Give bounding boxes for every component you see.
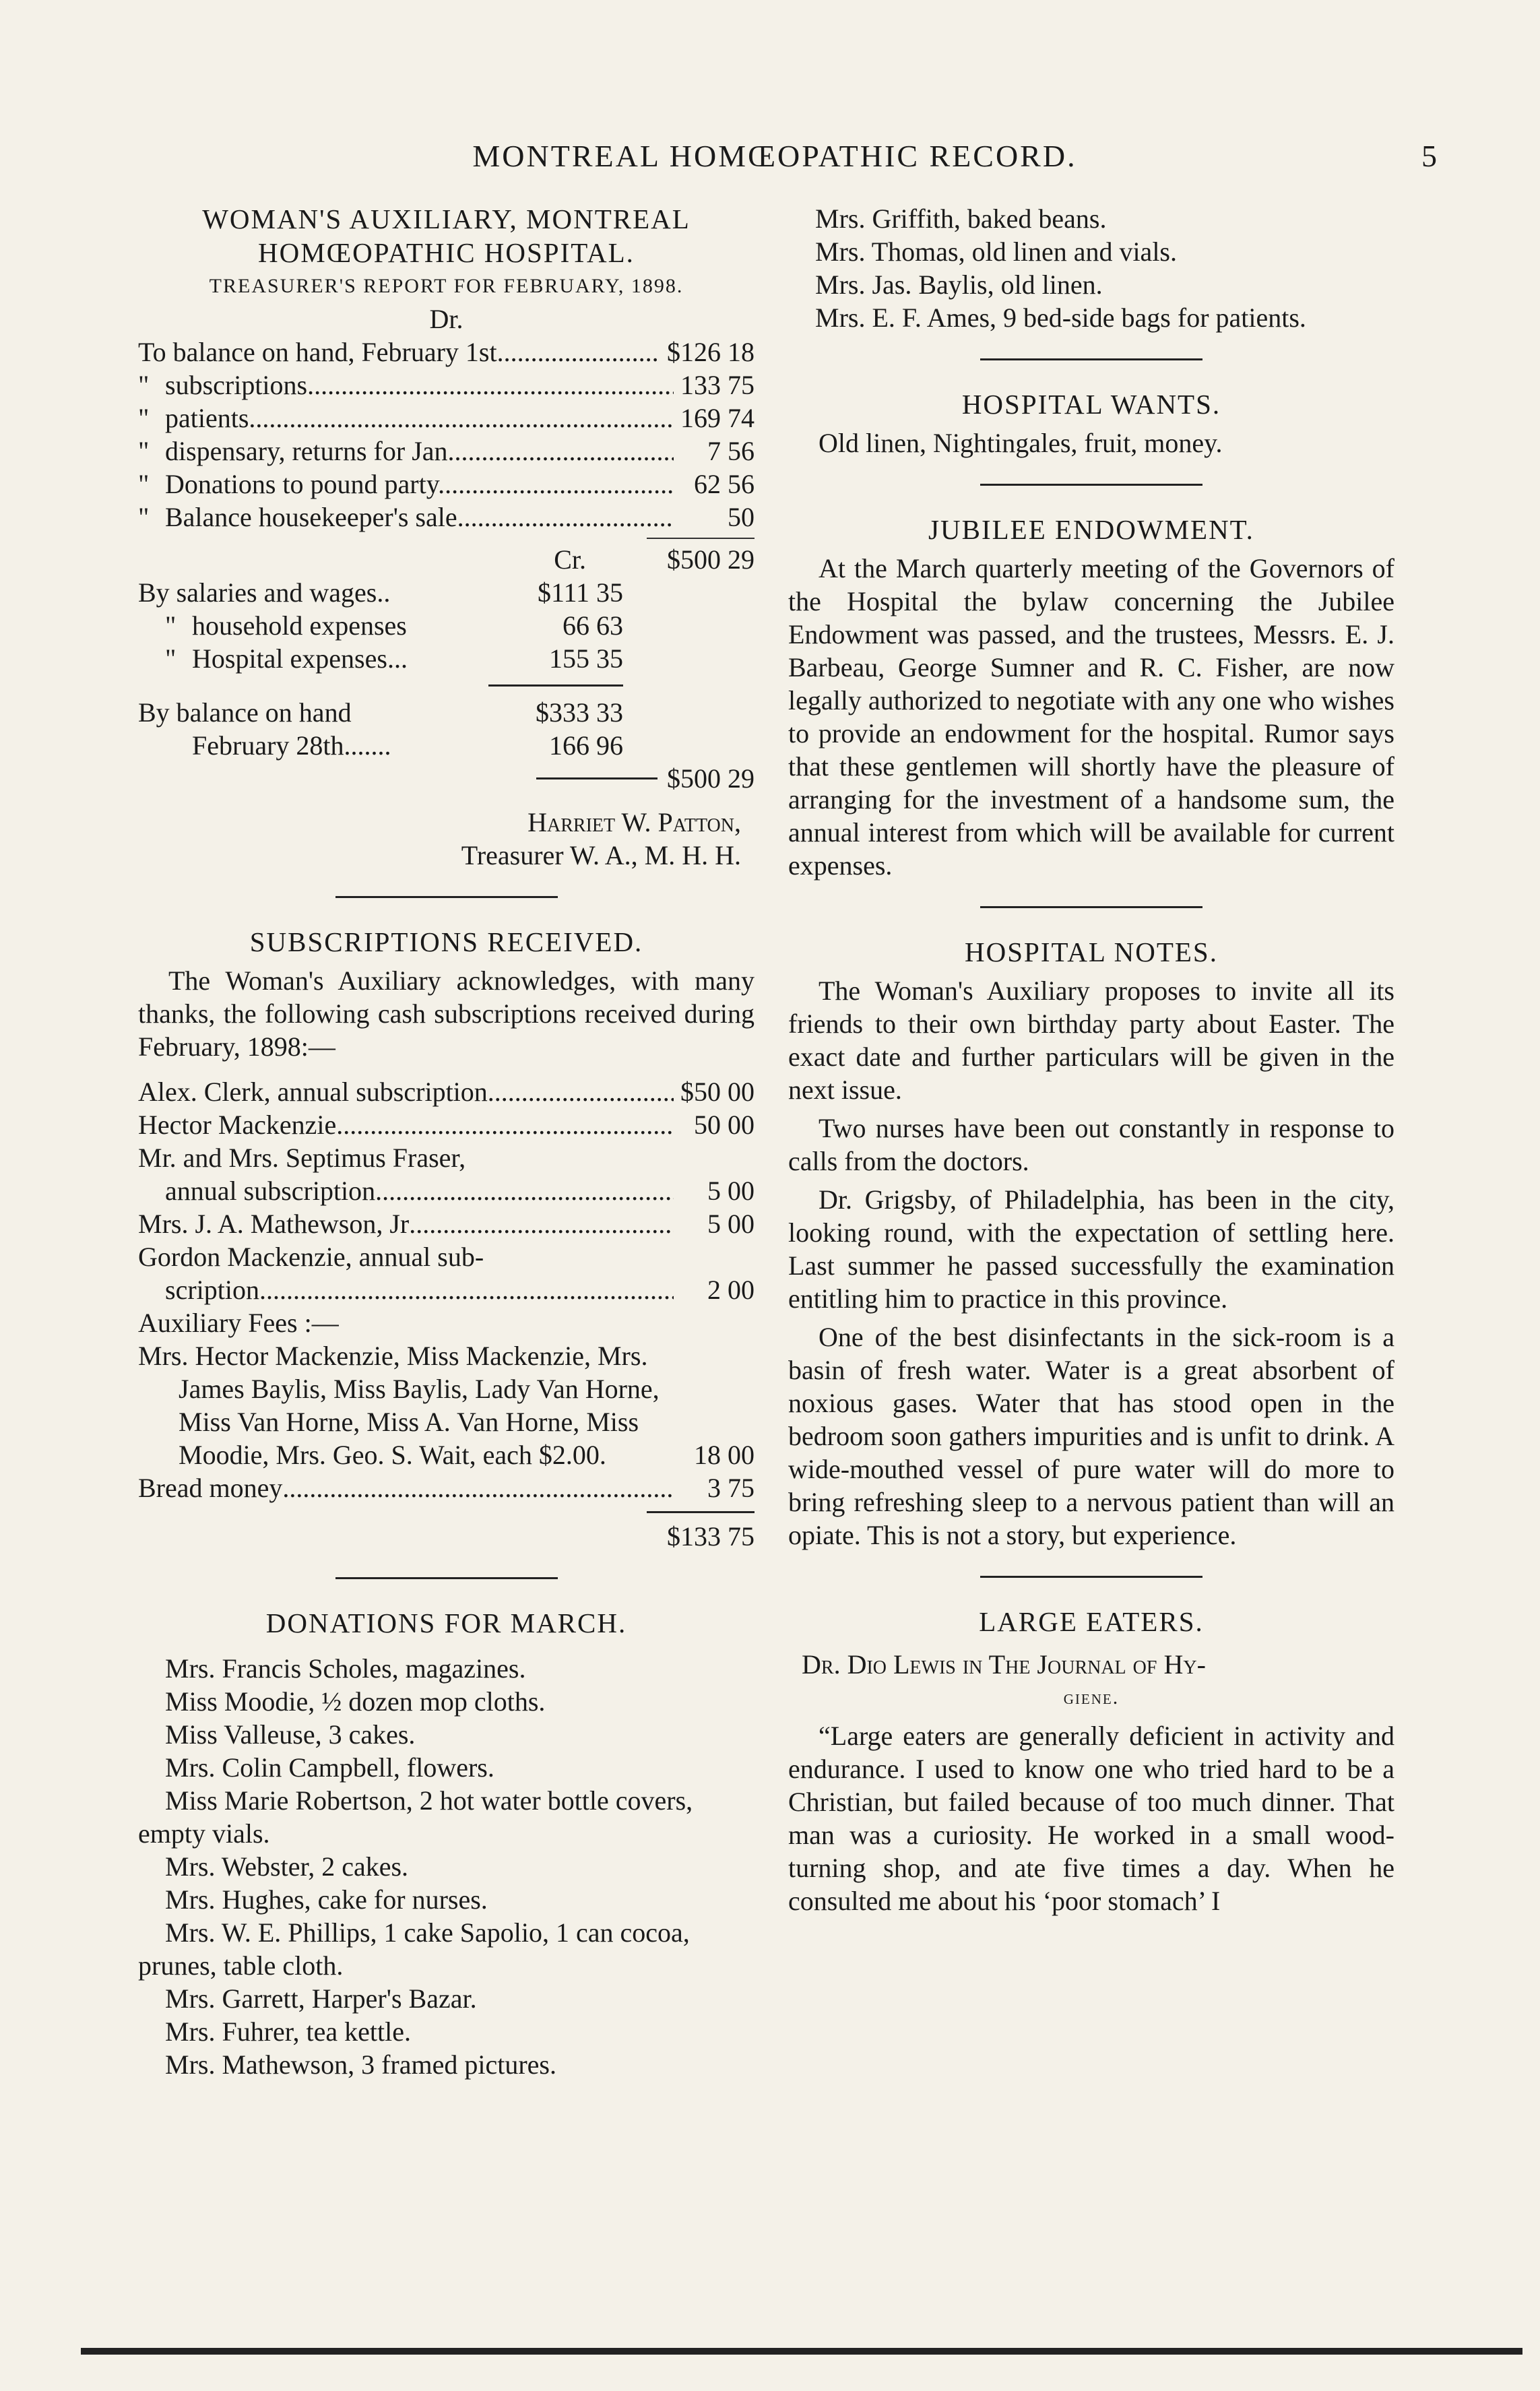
debit-label: Donations to pound party..... ..... bbox=[165, 468, 674, 501]
jubilee-heading: JUBILEE ENDOWMENT. bbox=[928, 514, 1254, 545]
debit-row bbox=[138, 435, 755, 468]
debit-amount: 169 74 bbox=[674, 402, 755, 435]
hospital-note: One of the best disinfectants in the sick-room is a basin of fresh water. Water is a great absorbent of noxious gases. Water that has stood open in the bedroom soon gathers impurities and is unfit to drink. A wide-mouthed vessel of pure water will do more to bring refreshing sleep to a nervous patient than will an opiate. This is not a story, but experience. bbox=[788, 1322, 1394, 1550]
fees-amount: 18 00 bbox=[694, 1440, 755, 1470]
debit-label: Balance housekeeper's sale... ..... bbox=[165, 501, 674, 534]
credit-amount: 66 63 bbox=[563, 610, 623, 641]
credit-label: By salaries and wages.. bbox=[138, 577, 391, 608]
subscription-amount: 2 00 bbox=[674, 1273, 755, 1306]
section-rule bbox=[980, 484, 1202, 486]
debit-amount: 62 56 bbox=[674, 468, 755, 501]
ditto-mark: " bbox=[138, 502, 150, 532]
donation-item: Mrs. Mathewson, 3 framed pictures. bbox=[165, 2049, 556, 2080]
dr-label: Dr. bbox=[429, 304, 463, 334]
hospital-wants-heading: HOSPITAL WANTS. bbox=[961, 389, 1221, 420]
subscription-amount: 50 00 bbox=[674, 1108, 755, 1141]
debit-amount: 50 bbox=[674, 501, 755, 534]
debit-row bbox=[138, 402, 755, 435]
debit-row bbox=[138, 501, 755, 534]
fraser-line1: Mr. and Mrs. Septimus Fraser, bbox=[138, 1143, 466, 1173]
large-eaters-byline: Dr. Dio Lewis in The Journal of Hy- bbox=[802, 1649, 1206, 1680]
hospital-note: Dr. Grigsby, of Philadelphia, has been in the city, looking round, with the expectation of settling here. Last summer he passed successfully the examination entitling him to practice in this province. bbox=[788, 1184, 1394, 1314]
subscription-row bbox=[138, 1174, 755, 1207]
subscription-row bbox=[138, 1075, 755, 1108]
balance-label: February 28th....... bbox=[192, 730, 391, 761]
divider bbox=[647, 538, 755, 539]
donation-item: Mrs. Fuhrer, tea kettle. bbox=[165, 2016, 411, 2047]
donation-item: Mrs. Jas. Baylis, old linen. bbox=[815, 269, 1103, 300]
treasurer-report-title: TREASURER'S REPORT FOR FEBRUARY, 1898. bbox=[209, 275, 684, 297]
debit-label: dispensary, returns for Jan... ..... bbox=[165, 435, 674, 468]
balance-amount: 166 96 bbox=[549, 730, 623, 761]
debit-list bbox=[138, 336, 755, 534]
subscriptions-section bbox=[138, 925, 755, 1553]
debit-label: subscriptions ..... bbox=[165, 369, 674, 402]
donation-item: Mrs. W. E. Phillips, 1 cake Sapolio, 1 can cocoa, prunes, table cloth. bbox=[138, 1917, 690, 1981]
subscription-amount: 5 00 bbox=[674, 1174, 755, 1207]
section-rule bbox=[980, 906, 1202, 908]
credit-amount: $111 35 bbox=[537, 577, 623, 608]
hospital-note: Two nurses have been out constantly in response to calls from the doctors. bbox=[788, 1113, 1394, 1176]
section-rule bbox=[335, 896, 558, 898]
donation-item: Mrs. Thomas, old linen and vials. bbox=[815, 236, 1177, 267]
subscription-label: annual subscription ..... bbox=[165, 1174, 674, 1207]
debit-amount: 7 56 bbox=[674, 435, 755, 468]
fees-text: Mrs. Hector Mackenzie, Miss Mackenzie, Mrs. James Baylis, Miss Baylis, Lady Van Horne, Miss Van Horne, Miss A. Van Horne, Miss Moodie, Mrs. Geo. S. Wait, each $2.00. bbox=[138, 1341, 660, 1470]
subscription-label: scription ..... bbox=[165, 1273, 674, 1306]
donation-item: Mrs. Webster, 2 cakes. bbox=[165, 1851, 409, 1882]
debit-row bbox=[138, 369, 755, 402]
treasurer-heading-line2: HOMŒOPATHIC HOSPITAL. bbox=[258, 237, 635, 268]
donation-item: Mrs. Hughes, cake for nurses. bbox=[165, 1884, 488, 1915]
divider bbox=[488, 684, 623, 687]
dr-total: $500 29 bbox=[667, 544, 755, 575]
donation-item: Mrs. Colin Campbell, flowers. bbox=[165, 1752, 494, 1783]
section-rule bbox=[335, 1577, 558, 1579]
hospital-notes-heading: HOSPITAL NOTES. bbox=[965, 936, 1218, 967]
balance-label: By balance on hand bbox=[138, 697, 352, 728]
balance-row bbox=[138, 729, 623, 762]
treasurer-report bbox=[138, 202, 755, 872]
section-rule bbox=[980, 1576, 1202, 1578]
debit-amount: 133 75 bbox=[674, 369, 755, 402]
large-eaters-byline-cont: giene. bbox=[1063, 1686, 1120, 1709]
signature-title: Treasurer W. A., M. H. H. bbox=[461, 840, 741, 870]
running-head: MONTREAL HOMŒOPATHIC RECORD. bbox=[472, 139, 1077, 173]
hospital-wants-section bbox=[788, 387, 1394, 459]
hospital-wants-text: Old linen, Nightingales, fruit, money. bbox=[819, 428, 1223, 458]
subscription-row bbox=[138, 1471, 755, 1504]
donation-item: Miss Marie Robertson, 2 hot water bottle covers, empty vials. bbox=[138, 1785, 693, 1849]
credit-amount: 155 35 bbox=[549, 643, 623, 674]
large-eaters-section bbox=[788, 1605, 1394, 1917]
divider bbox=[647, 1511, 755, 1513]
donations-heading: DONATIONS FOR MARCH. bbox=[265, 1607, 627, 1638]
donations-section bbox=[138, 1606, 755, 2081]
credit-row bbox=[138, 642, 623, 675]
fees-label: Auxiliary Fees :— bbox=[138, 1308, 339, 1338]
donations-continued bbox=[788, 202, 1394, 334]
subscription-row bbox=[138, 1207, 755, 1240]
credit-row bbox=[138, 609, 623, 642]
credit-label: Hospital expenses... bbox=[192, 643, 408, 674]
signature-name: Harriet W. Patton, bbox=[527, 807, 741, 837]
subscriptions-intro: The Woman's Auxiliary acknowledges, with many thanks, the following cash subscriptions received during February, 1898:— bbox=[138, 965, 755, 1062]
ditto-mark: " bbox=[138, 436, 150, 466]
debit-row bbox=[138, 468, 755, 501]
subscription-amount: 3 75 bbox=[674, 1471, 755, 1504]
credit-row bbox=[138, 576, 623, 609]
ditto-mark: " bbox=[165, 643, 177, 674]
subscriptions-heading: SUBSCRIPTIONS RECEIVED. bbox=[249, 926, 643, 957]
subscription-label: Bread money ..... bbox=[138, 1471, 674, 1504]
donation-item: Mrs. Francis Scholes, magazines. bbox=[165, 1653, 526, 1684]
page-number: 5 bbox=[1421, 139, 1437, 173]
donation-item: Miss Valleuse, 3 cakes. bbox=[165, 1719, 416, 1750]
subscription-label: Alex. Clerk, annual subscription.. ..... bbox=[138, 1075, 674, 1108]
debit-label: patients ..... bbox=[165, 402, 674, 435]
ditto-mark: " bbox=[165, 610, 177, 641]
bottom-border bbox=[81, 2348, 1522, 2355]
debit-row bbox=[138, 336, 755, 369]
subscription-row bbox=[138, 1273, 755, 1306]
donation-item: Mrs. Garrett, Harper's Bazar. bbox=[165, 1983, 477, 2014]
subscription-amount: 5 00 bbox=[674, 1207, 755, 1240]
jubilee-section bbox=[788, 513, 1394, 882]
cr-total: $500 29 bbox=[667, 763, 755, 794]
section-rule bbox=[980, 358, 1202, 360]
ditto-mark: " bbox=[138, 403, 150, 433]
donation-item: Mrs. Griffith, baked beans. bbox=[815, 203, 1107, 234]
divider bbox=[536, 777, 657, 779]
large-eaters-heading: LARGE EATERS. bbox=[979, 1606, 1204, 1637]
right-column bbox=[788, 202, 1394, 1917]
subscriptions-total: $133 75 bbox=[667, 1521, 755, 1552]
credit-list bbox=[138, 576, 623, 762]
large-eaters-text: “Large eaters are generally deficient in activity and endurance. I used to know one who tried hard to be a Christian, but failed because of too much dinner. That man was a curiosity. He worked in a small wood-turning shop, and ate five times a day. When he consulted me about his ‘poor stomach’ I bbox=[788, 1721, 1394, 1916]
credit-label: household expenses bbox=[192, 610, 407, 641]
ditto-mark: " bbox=[138, 469, 150, 499]
balance-row bbox=[138, 696, 623, 729]
cr-line bbox=[138, 543, 755, 576]
subscription-amount: $50 00 bbox=[674, 1075, 755, 1108]
balance-amount: $333 33 bbox=[536, 697, 623, 728]
gordon-line1: Gordon Mackenzie, annual sub- bbox=[138, 1242, 484, 1272]
debit-amount: $126 18 bbox=[660, 336, 755, 369]
ditto-mark: " bbox=[138, 370, 150, 400]
subscription-label: Hector Mackenzie ..... bbox=[138, 1108, 674, 1141]
donation-item: Miss Moodie, ½ dozen mop cloths. bbox=[165, 1686, 546, 1717]
cr-label: Cr. bbox=[554, 544, 586, 575]
debit-label: To balance on hand, February 1st ..... bbox=[138, 336, 660, 369]
subscription-row bbox=[138, 1108, 755, 1141]
jubilee-text: At the March quarterly meeting of the Governors of the Hospital the bylaw concerning the Jubilee Endowment was passed, and the trustees, Messrs. E. J. Barbeau, George Sumner and R. C. Fisher, are now legally authorized to negotiate with any one who wishes to provide an endowment for the hospital. Rumor says that these gentlemen will shortly have the pleasure of arranging for the investment of a handsome sum, the annual interest from which will be available for current expenses. bbox=[788, 553, 1394, 881]
hospital-note: The Woman's Auxiliary proposes to invite all its friends to their own birthday party about Easter. The exact date and further particulars will be given in the next issue. bbox=[788, 976, 1394, 1105]
cr-total-line bbox=[138, 762, 755, 795]
left-column bbox=[138, 202, 755, 2081]
subscription-label: Mrs. J. A. Mathewson, Jr ..... bbox=[138, 1207, 674, 1240]
donation-item: Mrs. E. F. Ames, 9 bed-side bags for patients. bbox=[815, 302, 1306, 333]
fees-block bbox=[138, 1339, 755, 1471]
treasurer-heading-line1: WOMAN'S AUXILIARY, MONTREAL bbox=[202, 203, 691, 234]
hospital-notes-section bbox=[788, 935, 1394, 1552]
